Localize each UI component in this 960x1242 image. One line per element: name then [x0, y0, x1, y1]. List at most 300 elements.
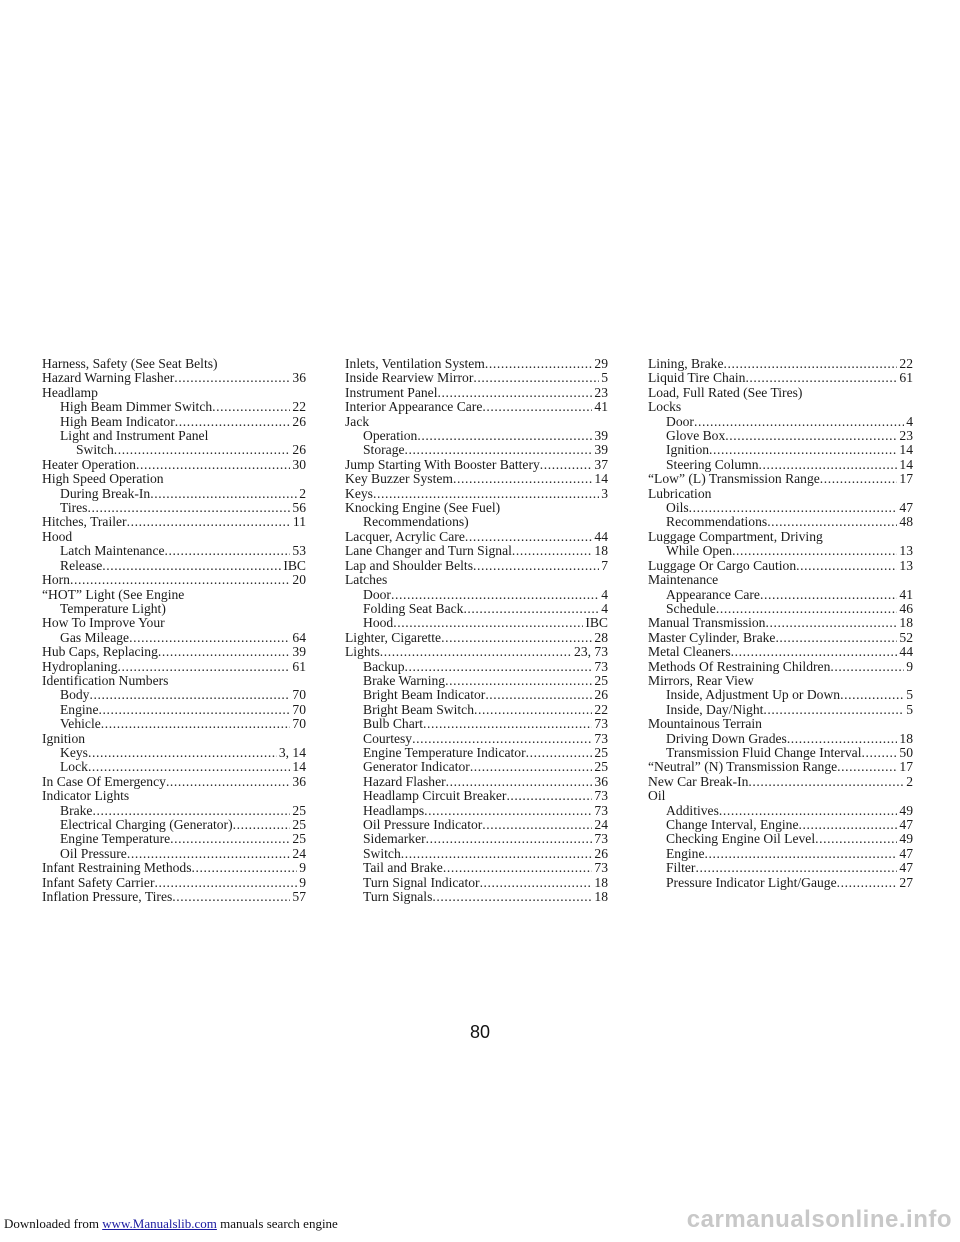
dot-leader — [441, 631, 592, 645]
index-entry-label: Hitches, Trailer — [42, 514, 127, 530]
index-entry-label: Heater Operation — [42, 456, 136, 472]
index-entry-label: Tires — [60, 500, 88, 516]
index-entry-label: Generator Indicator — [363, 759, 470, 775]
index-entry-page: 57 — [292, 889, 306, 905]
dot-leader — [840, 688, 904, 702]
index-entry-label: Lining, Brake — [648, 356, 724, 371]
index-entry-label: Instrument Panel — [345, 384, 438, 400]
index-entry — [42, 890, 306, 904]
index-entry — [345, 789, 608, 803]
index-entry-label: Metal Cleaners — [648, 644, 731, 660]
dot-leader — [212, 400, 290, 414]
index-entry-page: 56 — [292, 500, 306, 516]
index-entry-page: 9 — [299, 874, 306, 890]
index-entry-label: New Car Break-In — [648, 773, 749, 789]
index-entry — [345, 876, 608, 890]
index-entry-page: 14 — [899, 442, 913, 458]
index-entry-page: 5 — [601, 370, 608, 386]
index-entry-label: Manual Transmission — [648, 615, 766, 631]
index-entry — [42, 544, 306, 558]
index-entry — [345, 386, 608, 400]
index-entry-label: Folding Seat Back — [363, 600, 464, 616]
index-entry — [345, 616, 608, 630]
dot-leader — [799, 818, 898, 832]
dot-leader — [380, 645, 572, 659]
index-entry-page: 44 — [899, 644, 913, 660]
index-entry-label: Backup — [363, 658, 405, 674]
index-entry — [648, 602, 913, 616]
index-entry-label: Engine — [666, 845, 705, 861]
index-entry-page: 23 — [594, 384, 608, 400]
index-entry-label: Engine Temperature Indicator — [363, 744, 526, 760]
index-entry-label: Lighter, Cigarette — [345, 629, 442, 645]
index-entry-label: Driving Down Grades — [666, 730, 787, 746]
index-entry-page: 39 — [594, 428, 608, 444]
index-entry-page: 3, 14 — [278, 744, 306, 760]
dot-leader — [87, 501, 290, 515]
dot-leader — [405, 443, 593, 457]
index-entry — [345, 717, 608, 731]
dot-leader — [716, 602, 898, 616]
index-entry-page: 41 — [899, 586, 913, 602]
dot-leader — [694, 415, 904, 429]
index-entry-page: 22 — [594, 701, 608, 717]
index-heading: Indicator Lights — [42, 788, 130, 804]
index-entry — [345, 660, 608, 674]
index-entry-label: Key Buzzer System — [345, 471, 453, 487]
index-entry — [345, 688, 608, 702]
index-heading: Knocking Engine (See Fuel) — [345, 500, 501, 516]
index-entry — [42, 559, 306, 573]
dot-leader — [861, 746, 897, 760]
dot-leader — [172, 890, 290, 904]
index-entry-page: 39 — [292, 644, 306, 660]
index-entry-page: 70 — [292, 687, 306, 703]
dot-leader — [787, 732, 898, 746]
index-entry-page: 4 — [906, 413, 913, 429]
index-entry — [42, 443, 306, 457]
index-entry — [345, 645, 608, 659]
dot-leader — [102, 559, 281, 573]
index-heading: Headlamp — [42, 384, 98, 400]
index-entry-page: 14 — [594, 471, 608, 487]
index-entry-label: Infant Safety Carrier — [42, 874, 155, 890]
index-entry-page: 61 — [899, 370, 913, 386]
dot-leader — [192, 861, 298, 875]
index-entry-label: High Beam Indicator — [60, 413, 175, 429]
index-entry-label: Lap and Shoulder Belts — [345, 557, 473, 573]
index-entry-label: Storage — [363, 442, 405, 458]
dot-leader — [453, 472, 592, 486]
index-entry-label: “Low” (L) Transmission Range — [648, 471, 820, 487]
index-entry — [42, 818, 306, 832]
download-suffix: manuals search engine — [216, 1216, 338, 1231]
index-entry-page: 18 — [594, 889, 608, 905]
index-entry — [345, 804, 608, 818]
index-heading: Load, Full Rated (See Tires) — [648, 384, 803, 400]
index-entry — [345, 371, 608, 385]
index-heading: Locks — [648, 399, 682, 415]
index-entry-page: 52 — [899, 629, 913, 645]
index-entry-page: 73 — [594, 788, 608, 804]
dot-leader — [233, 818, 291, 832]
index-entry-label: In Case Of Emergency — [42, 773, 166, 789]
index-entry-label: Tail and Brake — [363, 860, 443, 876]
index-entry-label: Inside, Adjustment Up or Down — [666, 687, 841, 703]
index-entry-page: 73 — [594, 730, 608, 746]
index-entry — [42, 487, 306, 501]
index-entry-label: Inflation Pressure, Tires — [42, 889, 173, 905]
index-column-2 — [345, 357, 608, 904]
index-entry — [648, 429, 913, 443]
index-heading: Temperature Light) — [60, 600, 166, 616]
index-entry-page: 53 — [292, 543, 306, 559]
index-entry — [648, 660, 913, 674]
index-entry-label: Appearance Care — [666, 586, 760, 602]
index-entry-label: Lane Changer and Turn Signal — [345, 543, 512, 559]
index-entry — [345, 458, 608, 472]
index-entry-page: 13 — [899, 543, 913, 559]
download-prefix: Downloaded from — [4, 1216, 103, 1231]
index-entry-label: Bright Beam Indicator — [363, 687, 486, 703]
index-entry-label: Hydroplaning — [42, 658, 118, 674]
index-entry — [42, 415, 306, 429]
index-entry-label: Glove Box — [666, 428, 726, 444]
index-entry — [42, 847, 306, 861]
index-entry — [345, 775, 608, 789]
index-entry — [345, 674, 608, 688]
index-entry-page: 29 — [594, 356, 608, 371]
index-entry-label: Steering Column — [666, 456, 759, 472]
index-entry — [42, 688, 306, 702]
index-entry-label: Gas Mileage — [60, 629, 130, 645]
index-entry — [42, 804, 306, 818]
index-entry-page: 5 — [906, 701, 913, 717]
index-entry — [42, 660, 306, 674]
index-entry-page: 25 — [292, 831, 306, 847]
index-entry-page: 18 — [594, 543, 608, 559]
index-entry-label: Body — [60, 687, 90, 703]
index-entry — [345, 429, 608, 443]
index-entry — [345, 732, 608, 746]
index-entry-page: 4 — [601, 600, 608, 616]
index-entry — [345, 861, 608, 875]
index-entry — [42, 861, 306, 875]
index-entry — [648, 746, 913, 760]
index-entry-label: Keys — [60, 744, 88, 760]
index-entry-label: Operation — [363, 428, 418, 444]
index-entry-page: 46 — [899, 600, 913, 616]
dot-leader — [432, 890, 592, 904]
dot-leader — [445, 674, 592, 688]
index-entry — [42, 501, 306, 515]
index-entry-page: 30 — [292, 456, 306, 472]
dot-leader — [695, 861, 897, 875]
index-entry — [648, 847, 913, 861]
index-entry-label: Switch — [363, 845, 401, 861]
index-entry-label: Inside, Day/Night — [666, 701, 764, 717]
index-entry — [345, 890, 608, 904]
index-entry-page: 61 — [292, 658, 306, 674]
index-entry-page: 3 — [601, 485, 608, 501]
dot-leader — [127, 847, 291, 861]
index-entry — [42, 746, 306, 760]
index-entry-label: Engine Temperature — [60, 831, 171, 847]
index-entry-label: Liquid Tire Chain — [648, 370, 746, 386]
index-entry — [648, 501, 913, 515]
index-entry-page: 18 — [899, 730, 913, 746]
index-entry-label: Checking Engine Oil Level — [666, 831, 816, 847]
dot-leader — [175, 415, 291, 429]
index-entry — [345, 631, 608, 645]
dot-leader — [89, 688, 290, 702]
index-entry-page: 49 — [899, 831, 913, 847]
dot-leader — [170, 832, 290, 846]
index-entry-page: 39 — [594, 442, 608, 458]
dot-leader — [443, 861, 593, 875]
index-entry-page: 64 — [292, 629, 306, 645]
index-entry-page: 73 — [594, 716, 608, 732]
index-entry-page: 37 — [594, 456, 608, 472]
index-heading: Harness, Safety (See Seat Belts) — [42, 356, 218, 371]
index-entry-page: 18 — [899, 615, 913, 631]
page-number: 80 — [469, 1022, 491, 1042]
index-entry-label: Infant Restraining Methods — [42, 860, 192, 876]
index-entry — [648, 631, 913, 645]
dot-leader — [465, 530, 593, 544]
index-entry-label: Bulb Chart — [363, 716, 424, 732]
index-entry-page: 4 — [601, 586, 608, 602]
index-entry — [648, 703, 913, 717]
index-entry — [42, 832, 306, 846]
index-column-3 — [648, 357, 913, 890]
dot-leader — [114, 443, 291, 457]
index-entry-page: 25 — [292, 802, 306, 818]
index-entry-page: 70 — [292, 701, 306, 717]
dot-leader — [136, 458, 290, 472]
dot-leader — [837, 760, 897, 774]
dot-leader — [837, 876, 898, 890]
index-entry — [648, 876, 913, 890]
index-entry — [648, 616, 913, 630]
index-heading: Jack — [345, 413, 370, 429]
index-entry — [42, 775, 306, 789]
index-entry-page: 2 — [906, 773, 913, 789]
index-entry — [648, 732, 913, 746]
index-entry-page: 22 — [292, 399, 306, 415]
index-entry — [648, 818, 913, 832]
index-entry — [648, 559, 913, 573]
dot-leader — [154, 876, 297, 890]
index-entry — [648, 472, 913, 486]
index-entry-label: Master Cylinder, Brake — [648, 629, 776, 645]
index-entry-label: Hazard Flasher — [363, 773, 446, 789]
index-entry-page: 20 — [292, 572, 306, 588]
index-heading: Recommendations) — [363, 514, 469, 530]
index-entry-label: Schedule — [666, 600, 716, 616]
dot-leader — [99, 703, 291, 717]
index-heading: Luggage Compartment, Driving — [648, 528, 823, 544]
index-entry-page: 26 — [292, 413, 306, 429]
index-entry — [345, 703, 608, 717]
dot-leader — [426, 832, 593, 846]
dot-leader — [815, 832, 897, 846]
index-entry-label: Inside Rearview Mirror — [345, 370, 474, 386]
index-entry-label: Interior Appearance Care — [345, 399, 483, 415]
index-entry-page: 24 — [594, 817, 608, 832]
dot-leader — [719, 804, 898, 818]
dot-leader — [731, 645, 898, 659]
dot-leader — [767, 515, 897, 529]
index-entry-page: 73 — [594, 802, 608, 818]
dot-leader — [820, 472, 898, 486]
index-entry-label: Headlamps — [363, 802, 425, 818]
index-entry — [42, 371, 306, 385]
index-entry — [345, 487, 608, 501]
index-entry — [345, 357, 608, 371]
index-heading: How To Improve Your — [42, 615, 165, 631]
dot-leader — [482, 818, 592, 832]
dot-leader — [166, 775, 290, 789]
dot-leader — [150, 487, 297, 501]
index-entry — [648, 588, 913, 602]
index-entry — [648, 645, 913, 659]
index-entry-page: 25 — [292, 817, 306, 832]
index-entry-page: 27 — [899, 874, 913, 890]
index-entry-page: 70 — [292, 716, 306, 732]
index-entry — [42, 717, 306, 731]
index-entry — [648, 371, 913, 385]
index-entry-label: Lock — [60, 759, 88, 775]
index-heading: Hood — [42, 528, 73, 544]
index-entry-label: “Neutral” (N) Transmission Range — [648, 759, 838, 775]
dot-leader — [158, 645, 291, 659]
index-entry-label: Change Interval, Engine — [666, 817, 799, 832]
index-column-1 — [42, 357, 306, 904]
index-entry-page: 48 — [899, 514, 913, 530]
dot-leader — [438, 386, 593, 400]
dot-leader — [540, 458, 593, 472]
index-entry-page: 14 — [292, 759, 306, 775]
dot-leader — [70, 573, 290, 587]
dot-leader — [709, 443, 897, 457]
index-entry-label: Methods Of Restraining Children — [648, 658, 831, 674]
manualslib-link[interactable]: www.Manualslib.com — [102, 1216, 217, 1231]
index-entry-page: 18 — [594, 874, 608, 890]
index-heading: Mirrors, Rear View — [648, 672, 754, 688]
index-entry-page: 25 — [594, 672, 608, 688]
index-entry-page: 47 — [899, 817, 913, 832]
dot-leader — [745, 371, 897, 385]
dot-leader — [480, 876, 593, 890]
index-entry-page: 2 — [299, 485, 306, 501]
index-entry — [345, 746, 608, 760]
index-entry-label: Filter — [666, 860, 696, 876]
index-entry — [345, 472, 608, 486]
index-entry-page: 17 — [899, 471, 913, 487]
index-entry-page: 49 — [899, 802, 913, 818]
dot-leader — [401, 847, 593, 861]
index-heading: High Speed Operation — [42, 471, 164, 487]
index-entry-label: Horn — [42, 572, 70, 588]
index-entry — [648, 688, 913, 702]
index-entry-label: Switch — [76, 442, 114, 458]
index-heading: Latches — [345, 572, 388, 588]
index-entry-label: Release — [60, 557, 103, 573]
index-entry-label: Courtesy — [363, 730, 413, 746]
index-entry-page: 28 — [594, 629, 608, 645]
dot-leader — [446, 775, 593, 789]
index-entry — [345, 544, 608, 558]
index-entry-page: 73 — [594, 860, 608, 876]
download-source-line — [4, 1216, 338, 1232]
dot-leader — [118, 660, 291, 674]
index-entry-label: Sidemarker — [363, 831, 426, 847]
dot-leader — [473, 371, 599, 385]
dot-leader — [760, 588, 897, 602]
index-entry-page: 47 — [899, 845, 913, 861]
index-entry-label: Latch Maintenance — [60, 543, 165, 559]
index-entry — [345, 443, 608, 457]
index-entry-label: Bright Beam Switch — [363, 701, 475, 717]
index-entry — [42, 876, 306, 890]
index-entry — [345, 588, 608, 602]
index-entry-label: Hub Caps, Replacing — [42, 644, 158, 660]
dot-leader — [412, 732, 592, 746]
dot-leader — [796, 559, 897, 573]
dot-leader — [423, 717, 592, 731]
index-entry — [345, 760, 608, 774]
dot-leader — [506, 789, 592, 803]
index-heading: Light and Instrument Panel — [60, 428, 209, 444]
carmanualsonline-watermark: carmanualsonline.info — [686, 1206, 952, 1233]
index-entry — [42, 573, 306, 587]
index-heading: “HOT” Light (See Engine — [42, 586, 185, 602]
index-entry-label: Pressure Indicator Light/Gauge — [666, 874, 837, 890]
dot-leader — [705, 847, 898, 861]
index-entry — [345, 400, 608, 414]
index-entry-page: 50 — [899, 744, 913, 760]
index-entry — [42, 515, 306, 529]
dot-leader — [88, 746, 277, 760]
index-entry-label: During Break-In — [60, 485, 151, 501]
index-entry — [42, 645, 306, 659]
index-entry — [345, 832, 608, 846]
index-entry-page: 25 — [594, 744, 608, 760]
index-entry-label: Lacquer, Acrylic Care — [345, 528, 465, 544]
dot-leader — [725, 429, 897, 443]
index-entry-page: 17 — [899, 759, 913, 775]
index-entry-page: 14 — [899, 456, 913, 472]
index-entry-label: Headlamp Circuit Breaker — [363, 788, 507, 804]
index-entry-page: 25 — [594, 759, 608, 775]
dot-leader — [689, 501, 898, 515]
index-entry-page: 24 — [292, 845, 306, 861]
dot-leader — [485, 357, 593, 371]
index-entry — [648, 415, 913, 429]
index-entry-page: 5 — [906, 687, 913, 703]
index-entry-page: 9 — [299, 860, 306, 876]
dot-leader — [473, 559, 599, 573]
index-entry-page: 26 — [594, 845, 608, 861]
index-entry-label: Keys — [345, 485, 373, 501]
dot-leader — [165, 544, 291, 558]
index-entry-label: Engine — [60, 701, 99, 717]
dot-leader — [391, 588, 599, 602]
index-entry-page: 26 — [594, 687, 608, 703]
dot-leader — [482, 400, 592, 414]
index-entry-page: 44 — [594, 528, 608, 544]
